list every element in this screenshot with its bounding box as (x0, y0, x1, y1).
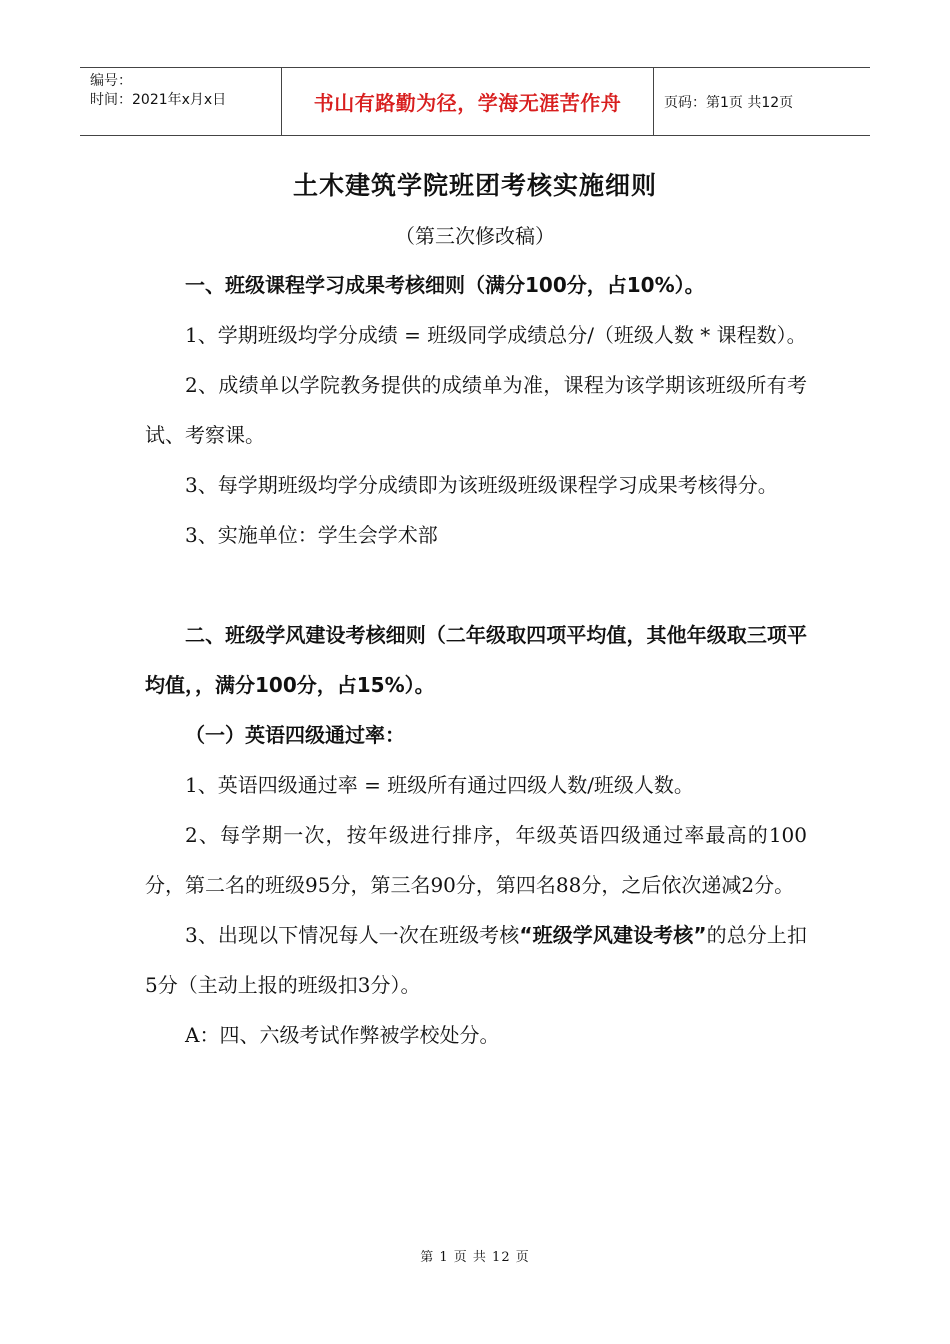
section1-item-1: 1、学期班级均学分成绩 = 班级同学成绩总分/（班级人数 * 课程数）。 (185, 323, 807, 347)
document-body (145, 260, 807, 1060)
header-number-label: 编号： (90, 73, 132, 89)
page-footer: 第 1 页 共 12 页 (420, 1250, 530, 1265)
section2-item-a: A：四、六级考试作弊被学校处分。 (185, 1023, 500, 1047)
section2-sub1-heading: （一）英语四级通过率： (185, 723, 405, 747)
section2-item-3 (145, 910, 807, 1010)
header-meta (80, 68, 282, 135)
section2-item-3-prefix: 3、出现以下情况每人一次在班级考核 (185, 923, 520, 947)
header-motto: 书山有路勤为径，学海无涯苦作舟 (282, 68, 654, 135)
section2-item-2: 2、每学期一次，按年级进行排序，年级英语四级通过率最高的100分，第二名的班级95分，第三名90分，第四名88分，之后依次递减2分。 (145, 823, 807, 897)
section2-item-3-emphasis: “班级学风建设考核” (519, 923, 707, 947)
section2-item-1: 1、英语四级通过率 = 班级所有通过四级人数/班级人数。 (185, 773, 694, 797)
section1-item-4: 3、实施单位：学生会学术部 (185, 523, 438, 547)
header-time-label: 时间：2021年x月x日 (90, 92, 227, 108)
header-page-info: 页码：第1页 共12页 (664, 94, 794, 111)
section1-item-3: 3、每学期班级均学分成绩即为该班级班级课程学习成果考核得分。 (185, 473, 778, 497)
section2-item-3-suffix: 的总分上扣5分（主动上报的班级扣3分）。 (145, 923, 807, 997)
section1-heading: 一、班级课程学习成果考核细则（满分100分，占10%）。 (185, 273, 705, 297)
section2-heading: 二、班级学风建设考核细则（二年级取四项平均值，其他年级取三项平均值，，满分100分，占15%）。 (145, 623, 807, 697)
document-subtitle: （第三次修改稿） (395, 224, 555, 248)
page-header (80, 67, 870, 136)
section1-item-2: 2、成绩单以学院教务提供的成绩单为准，课程为该学期该班级所有考试、考察课。 (145, 373, 807, 447)
document-title: 土木建筑学院班团考核实施细则 (292, 171, 657, 200)
